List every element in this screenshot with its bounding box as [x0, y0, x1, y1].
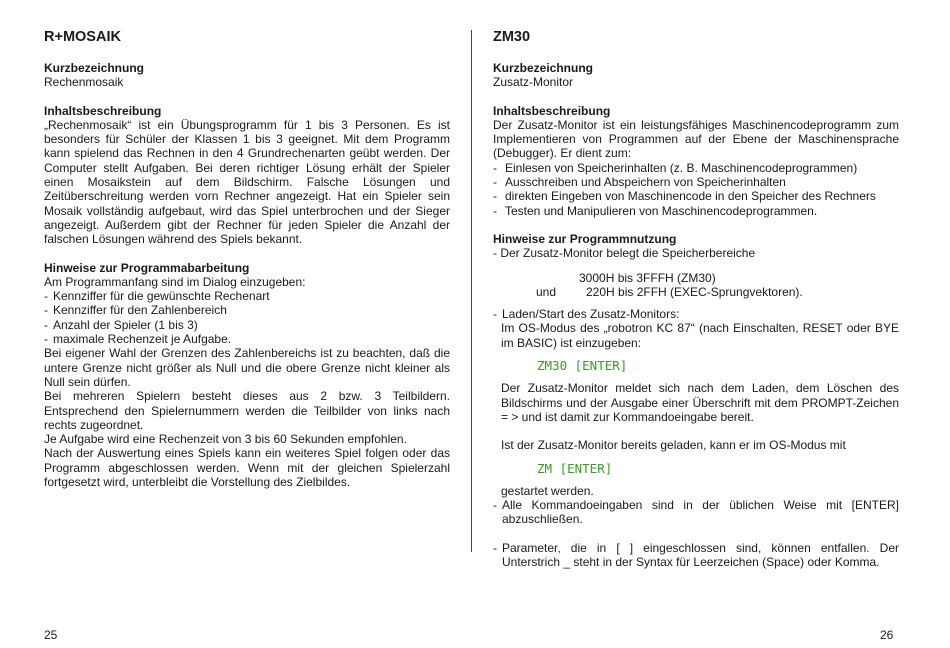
right-kurz-heading: Kurzbezeichnung: [493, 61, 594, 75]
right-laden-list: [493, 307, 899, 321]
right-inhalt-section: [493, 104, 899, 218]
address-table: [493, 271, 899, 300]
left-hinweise-list: [44, 289, 450, 346]
gestartet-text: gestartet werden.: [501, 483, 594, 498]
address-row-1: 3000H bis 3FFFH (ZM30): [579, 270, 716, 285]
list-item: - Alle Kommandoeingaben sind in der üblichen Weise mit [ENTER] abzuschließen.: [493, 498, 899, 527]
list-item: - Ausschreiben und Abspeichern von Speicherinhalten: [493, 175, 899, 189]
left-paragraph: Bei eigener Wahl der Grenzen des Zahlenbereichs ist zu beachten, daß die untere Grenze nicht größer als Null und die obere Grenze nicht kleiner als Null sein dürfen.: [44, 346, 450, 389]
list-item: - Laden/Start des Zusatz-Monitors:: [493, 307, 899, 321]
left-inhalt-text: „Rechenmosaik“ ist ein Übungsprogramm für 1 bis 3 Personen. Es ist besonders für Schüler der Klassen 1 bis 3 geeignet. Mit dem Programm kann spielend das Rechnen in den 4 Grundrechenarten geübt werden. Der Computer stellt Aufgaben. Bei deren richtiger Lösung erhält der Spieler einen Mosaikstein auf dem Bildschirm. Falsche Lösungen und Zeitüberschreitung werden vorn Rechner angezeigt. Hat ein Spieler sein Mosaik vollständig aufgebaut, wird das Spiel unterbrochen und der Sieger angezeigt. Außerdem gibt der Rechner für jeden Spieler die Anzahl der falschen Lösungen während des Spiels bekannt.: [44, 117, 450, 247]
right-kurz-section: [493, 61, 899, 90]
left-inhalt-section: [44, 104, 450, 247]
right-hinweise-heading: Hinweise zur Programmnutzung: [493, 231, 677, 246]
left-hinweise-heading: Hinweise zur Programmabarbeitung: [44, 260, 250, 275]
left-inhalt-heading: Inhaltsbeschreibung: [44, 103, 162, 118]
left-kurz-text: Rechenmosaik: [44, 75, 124, 90]
meldet-text: Der Zusatz-Monitor meldet sich nach dem Laden, dem Löschen des Bildschirms und der Ausgabe einer Überschrift mit dem PROMPT-Zeichen = > und ist damit zur Kommandoeingabe bereit.: [501, 381, 899, 424]
code-zm-enter: ZM [ENTER]: [537, 460, 613, 476]
list-item: - Testen und Manipulieren von Maschinencodeprogrammen.: [493, 204, 899, 218]
left-paragraph: Je Aufgabe wird eine Rechenzeit von 3 bis 60 Sekunden empfohlen.: [44, 432, 407, 447]
right-inhalt-list: [493, 161, 899, 218]
right-title: ZM30: [493, 29, 531, 45]
left-paragraph: Bei mehreren Spielern besteht dieses aus 2 bzw. 3 Teilbildern. Entsprechend den Spielernummern werden die Teilbilder von links nach rechts zugeordnet.: [44, 389, 450, 432]
list-item: - Einlesen von Speicherinhalten (z. B. Maschinencodeprogrammen): [493, 161, 899, 175]
geladen-text: Ist der Zusatz-Monitor bereits geladen, kann er im OS-Modus mit: [501, 438, 846, 453]
left-title: R+MOSAIK: [44, 29, 121, 45]
right-kurz-text: Zusatz-Monitor: [493, 75, 574, 90]
left-paragraph: Nach der Auswertung eines Spiels kann ein weiteres Spiel folgen oder das Programm abgeschlossen werden. Wenn mit der gleichen Spielerzahl fortgesetzt wird, unterbleibt die Vorstellung des Zielbildes.: [44, 446, 450, 490]
right-inhalt-text: Der Zusatz-Monitor ist ein leistungsfähiges Maschinencodeprogramm zum Implementieren von Programmen auf der Ebene der Maschinensprache (Debugger). Er dient zum:: [493, 117, 899, 161]
page-number-left: 25: [44, 628, 58, 642]
left-kurz-section: [44, 61, 450, 90]
code-zm30-enter: ZM30 [ENTER]: [537, 358, 628, 374]
list-item: - Kennziffer für den Zahlenbereich: [44, 303, 450, 317]
address-row-2: [493, 285, 899, 299]
address-und: und: [536, 284, 557, 299]
left-page: [44, 28, 450, 503]
list-item: - Kennziffer für die gewünschte Rechenart: [44, 289, 450, 303]
right-parameter-list: [493, 541, 899, 570]
address-line-2: 220H bis 2FFH (EXEC-Sprungvektoren).: [586, 284, 803, 299]
page-number-right: 26: [880, 628, 894, 642]
right-hinweise-section: [493, 232, 899, 569]
laden-text: Im OS-Modus des „robotron KC 87“ (nach Einschalten, RESET oder BYE im BASIC) ist einzugeben:: [501, 321, 899, 350]
left-hinweise-section: [44, 261, 450, 490]
right-inhalt-heading: Inhaltsbeschreibung: [493, 103, 611, 118]
right-hinweise-intro: - Der Zusatz-Monitor belegt die Speicherbereiche: [493, 246, 756, 261]
list-item: - Anzahl der Spieler (1 bis 3): [44, 318, 450, 332]
left-kurz-heading: Kurzbezeichnung: [44, 61, 145, 75]
right-page: [493, 28, 899, 569]
list-item: - Parameter, die in [ ] eingeschlossen sind, können entfallen. Der Unterstrich _ steht in der Syntax für Leerzeichen (Space) oder Komma.: [493, 541, 899, 570]
column-divider: [471, 30, 472, 552]
left-hinweise-intro: Am Programmanfang sind im Dialog einzugeben:: [44, 274, 306, 289]
right-kommando-list: [493, 498, 899, 527]
list-item: - maximale Rechenzeit je Aufgabe.: [44, 332, 450, 346]
list-item: - direkten Eingeben von Maschinencode in den Speicher des Rechners: [493, 189, 899, 203]
